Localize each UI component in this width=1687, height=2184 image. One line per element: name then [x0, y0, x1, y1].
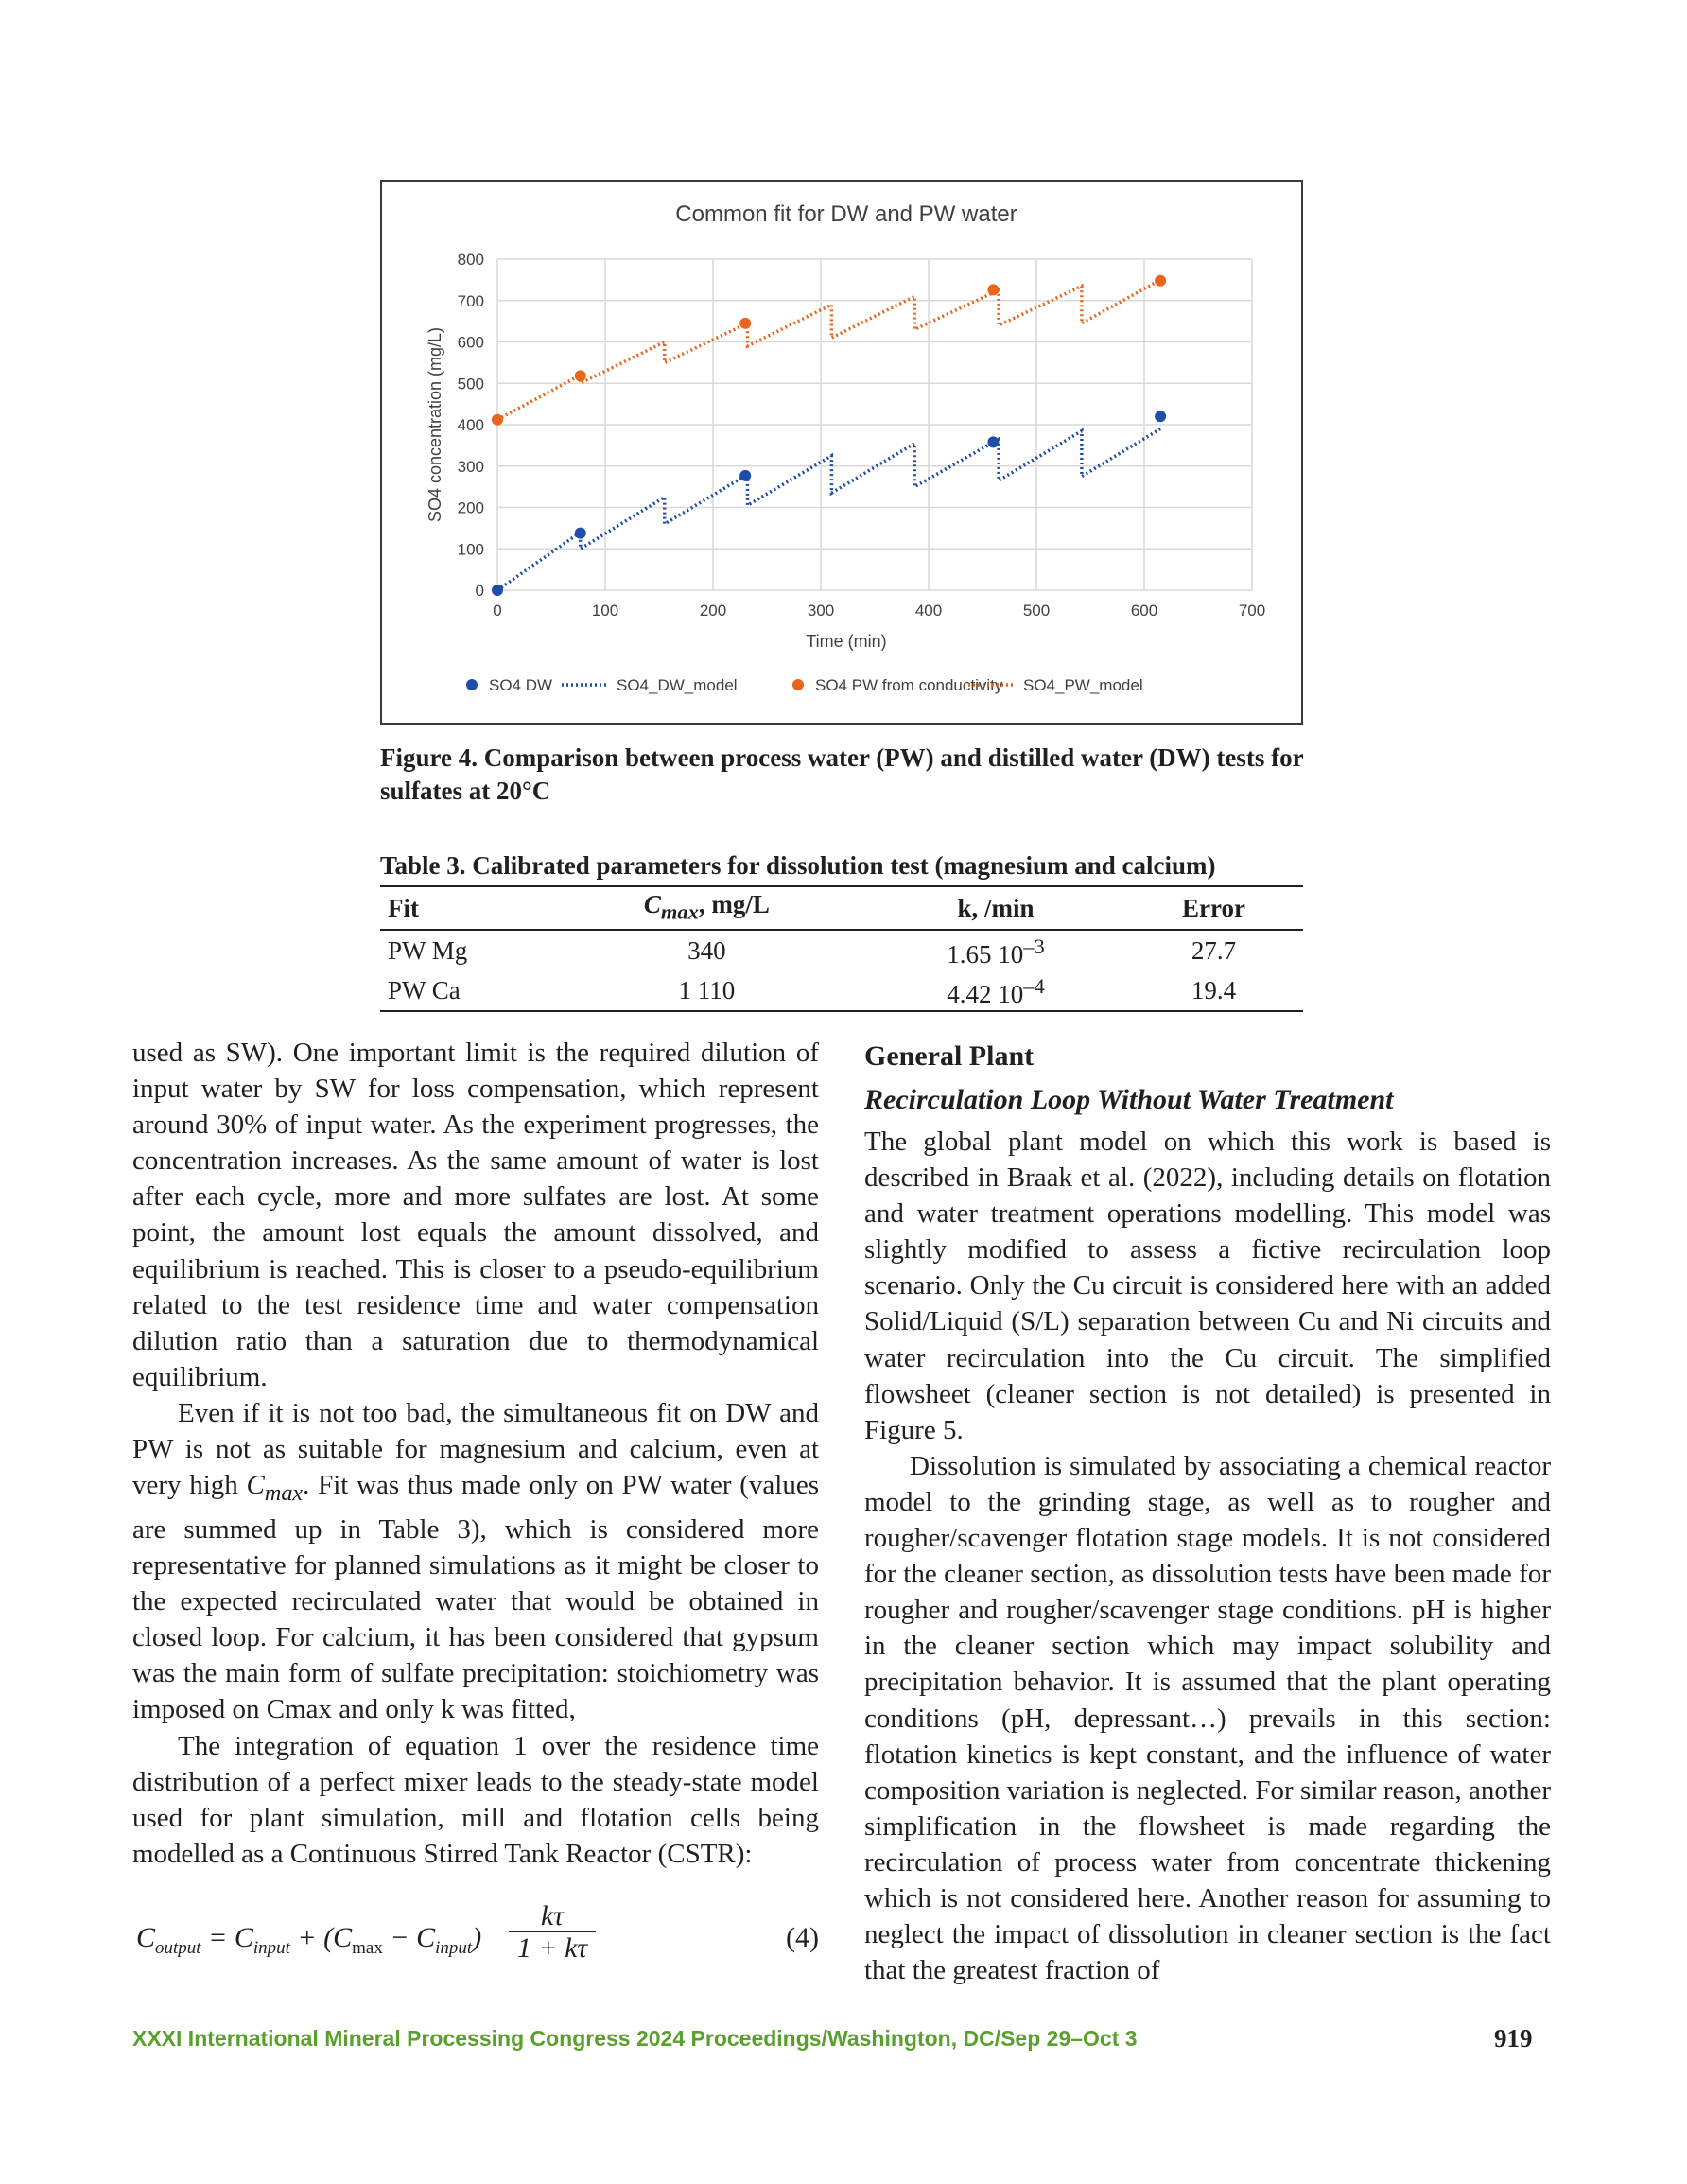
paragraph-text: Even if it is not too bad, the simultaneous fit on DW and PW is not as suitable for magnesium and calcium, even at very high: [132, 1397, 819, 1501]
x-tick-label: 600: [1130, 602, 1158, 620]
cell-k: [867, 970, 1124, 1011]
y-tick-label: 400: [457, 416, 484, 434]
left-column: [132, 1035, 819, 1872]
legend-marker: [792, 679, 804, 690]
header-error: Error: [1124, 886, 1303, 930]
y-axis-label: SO4 concentration (mg/L): [426, 326, 444, 523]
cell-cmax: 1 110: [547, 970, 867, 1011]
footer-proceedings: XXXI International Mineral Processing Congress 2024 Proceedings/Washington, DC/Sep 29–Oct 3: [132, 2026, 1138, 2051]
y-tick-label: 500: [457, 375, 484, 393]
legend-label: SO4_DW_model: [617, 676, 738, 694]
table-header-row: [380, 886, 1303, 930]
paragraph: The integration of equation 1 over the residence time distribution of a perfect mixer leads to the steady-state model used for plant simulation, mill and flotation cells being modelled as a Continuous Stirred Tank Reactor (CSTR):: [132, 1730, 819, 1869]
header-k: k, /min: [867, 886, 1124, 930]
paragraph: Dissolution is simulated by associating a chemical reactor model to the grinding stage, as well as to rougher and rougher/scavenger flotation stage models. It is not considered for the cleaner section, as dissolution tests have been made for rougher and rougher/scavenger stage conditions. pH is higher in the cleaner section which may impact solubility and precipitation behavior. It is assumed that the plant operating conditions (pH, depressant…) prevails in this section: flotation kinetics is kept constant, and the influence of water composition variation is neglected. For similar reason, another simplification in the flowsheet is made regarding the recirculation of process water from concentrate thickening which is not considered here. Another reason for assuming to neglect the impact of dissolution in cleaner section is the fact that the greatest fraction of: [864, 1450, 1551, 1986]
data-point: [987, 284, 999, 295]
legend-marker: [466, 679, 478, 690]
parameters-table: [380, 885, 1303, 1012]
equation-4: [132, 1901, 819, 1967]
legend-label: SO4 PW from conductivity: [815, 676, 1003, 694]
x-tick-label: 300: [807, 602, 835, 620]
series-line: [497, 428, 1160, 590]
y-tick-label: 100: [457, 540, 484, 559]
data-point: [987, 436, 999, 447]
cmax-symbol: C: [246, 1470, 265, 1501]
section-heading: General Plant: [864, 1040, 1035, 1072]
y-tick-label: 200: [457, 498, 484, 517]
cell-k-exponent: –4: [1023, 974, 1045, 999]
equation-numerator: kτ: [509, 1901, 596, 1932]
data-point: [1155, 411, 1166, 422]
data-point: [739, 470, 751, 481]
chart-svg: [382, 182, 1301, 723]
data-point: [492, 585, 503, 596]
legend-label: SO4 DW: [489, 676, 553, 694]
paragraph: The global plant model on which this work is based is described in Braak et al. (2022), including details on flotation and water treatment operations modelling. This model was slightly modified to assess a fictive recirculation loop scenario. Only the Cu circuit is considered here with an added Solid/Liquid (S/L) separation between Cu and Ni circuits and water recirculation into the Cu circuit. The simplified flowsheet (cleaner section is not detailed) is presented in Figure 5.: [864, 1127, 1551, 1445]
header-cmax-subscript: max: [660, 900, 699, 924]
y-tick-label: 700: [457, 291, 484, 310]
cmax-subscript: max: [264, 1479, 304, 1506]
cell-k-base: 1.65 10: [947, 940, 1024, 970]
cell-fit: PW Mg: [388, 936, 468, 966]
equation-denominator: 1 + kτ: [516, 1932, 588, 1964]
x-tick-label: 0: [493, 602, 502, 620]
header-cmax-unit: , mg/L: [698, 890, 770, 918]
paragraph-text: . Fit was thus made only on PW water (values are summed up in Table 3), which is considered more representative for planned simulations as it might be closer to the expected recirculated water that would be obtained in closed loop. For calcium, it has been considered that gypsum was the main form of sulfate precipitation: stoichiometry was imposed on Cmax and only k was fitted,: [132, 1470, 819, 1725]
subsection-heading: Recirculation Loop Without Water Treatment: [864, 1084, 1394, 1115]
data-point: [575, 528, 586, 539]
y-tick-label: 800: [457, 251, 484, 269]
equation-fraction: [509, 1901, 596, 1965]
y-tick-label: 0: [475, 582, 484, 600]
x-axis-label: Time (min): [806, 632, 887, 651]
figure-4-chart: [380, 180, 1303, 725]
cell-fit: PW Ca: [380, 970, 547, 1011]
header-cmax-symbol: C: [643, 890, 661, 918]
figure-caption: Figure 4. Comparison between process water (PW) and distilled water (DW) tests for sulfates at 20°C: [380, 743, 1304, 805]
cell-k-exponent: –3: [1023, 935, 1045, 959]
right-column: [864, 1035, 1551, 1988]
chart-title: Common fit for DW and PW water: [675, 201, 1017, 227]
data-point: [492, 414, 503, 426]
y-tick-label: 600: [457, 333, 484, 352]
header-fit: Fit: [380, 886, 547, 930]
data-point: [1155, 275, 1166, 287]
y-tick-label: 300: [457, 457, 484, 476]
paragraph: used as SW). One important limit is the required dilution of input water by SW for loss compensation, which represent around 30% of input water. As the experiment progresses, the concentration increases. As the same amount of water is lost after each cycle, more and more sulfates are lost. At some point, the amount lost equals the amount dissolved, and equilibrium is reached. This is closer to a pseudo-equilibrium related to the test residence time and water compensation dilution ratio than a saturation due to thermodynamical equilibrium.: [132, 1038, 819, 1392]
legend-label: SO4_PW_model: [1023, 676, 1143, 694]
cell-error: 27.7: [1191, 936, 1237, 966]
cell-cmax: 340: [687, 936, 726, 966]
data-point: [739, 318, 751, 329]
equation-number: (4): [786, 1922, 819, 1953]
table-caption: Table 3. Calibrated parameters for dissolution test (magnesium and calcium): [380, 851, 1216, 880]
header-cmax: [547, 886, 867, 930]
page-number: 919: [1494, 2024, 1533, 2053]
x-tick-label: 500: [1022, 602, 1051, 620]
x-tick-label: 700: [1238, 602, 1266, 620]
x-tick-label: 400: [914, 602, 943, 620]
data-point: [575, 370, 586, 381]
table-row: [380, 970, 1303, 1011]
cell-error: 19.4: [1124, 970, 1303, 1011]
paragraph: [132, 1395, 819, 1728]
cell-k-base: 4.42 10: [947, 980, 1024, 1009]
x-tick-label: 200: [699, 602, 727, 620]
cell-k: [867, 930, 1124, 970]
x-tick-label: 100: [591, 602, 619, 620]
equation-body: $C_{output} = C_{input} + (C_{max} - C_{input})$: [136, 1922, 482, 1958]
table-row: [380, 930, 1303, 970]
